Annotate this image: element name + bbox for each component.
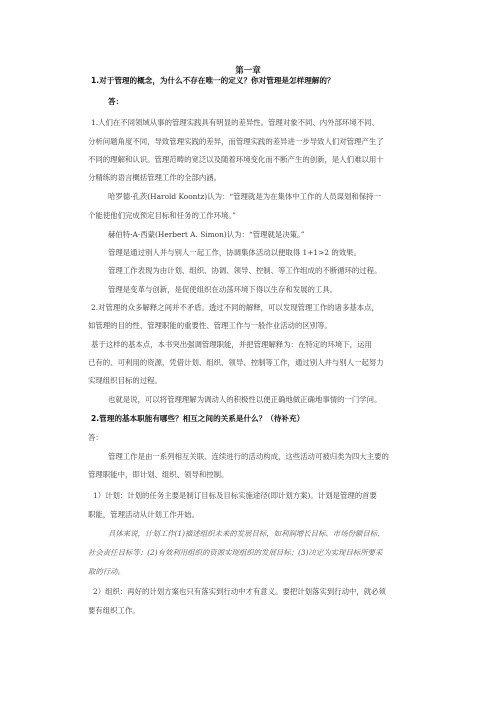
paragraph-line: 具体来说，计划工作(1)描述组织未来的发展目标，如利润增长目标、市场份额目标、 [108,529,385,538]
paragraph-line: 要有组织工作。 [88,606,140,615]
paragraph-line: 赫伯特·A·西蒙(Herbert A. Simon)认为：“管理就是决策。” [108,230,305,239]
paragraph-line: 个能使他们完成预定目标和任务的工作环境。” [88,211,236,220]
paragraph-line: 也就是说，可以将管理理解为调动人的积极性以便正确地做正确地事情的一门学问。 [108,395,382,404]
paragraph-line: 2.对管理的众多解释之间并不矛盾。透过不同的解释，可以发现管理工作的诸多基本点， [91,303,379,312]
paragraph-line: 1）计划：计划的任务主要是制订目标及目标实施途径(即计划方案)。计划是管理的首要 [93,491,377,500]
paragraph-line: 哈罗德·孔茨(Harold Koontz)认为：“管理就是为在集体中工作的人员谋划和保持一 [108,192,381,201]
chapter-title: 第一章 [235,66,261,76]
paragraph-line: 1.人们在不同领域从事的管理实践具有明显的差异性。管理对象不同、内外部环境不同、 [91,118,379,127]
paragraph-line: 基于这样的基本点，本书突出强调管理职能，并把管理解释为：在特定的环境下，运用 [91,340,372,349]
paragraph-line: 答： [88,433,103,442]
paragraph-line: 管理是通过别人并与别人一起工作，协调集体活动以便取得 1+1>2 的效果。 [108,248,361,257]
paragraph-line: 分精练的语言概括管理工作的全部内涵。 [88,173,222,182]
paragraph-line: 管理工作是由一系列相互关联、连续进行的活动构成，这些活动可被归类为四大主要的 [108,452,389,461]
question-line: 1.对于管理的概念，为什么不存在唯一的定义？你对管理是怎样理解的？ [91,76,335,85]
paragraph-line: 实现组织目标的过程。 [88,376,162,385]
paragraph-line: 职能，管理活动从计划工作开始。 [88,510,199,519]
question-line: 答： [108,97,124,106]
question-line: 2.管理的基本职能有哪些？相互之间的关系是什么？（待补充） [91,414,305,423]
paragraph-line: 2）组织：再好的计划方案也只有落实到行动中才有意义。要把计划落实到行动中，就必须 [93,587,386,596]
paragraph-line: 已有的、可利用的资源，凭借计划、组织、领导、控制等工作，通过别人并与别人一起努力 [88,358,384,367]
paragraph-line: 管理是变革与创新，是促使组织在动荡环境下得以生存和发展的工具。 [108,285,338,294]
paragraph-line: 如管理的目的性、管理职能的重要性、管理工作与一般作业活动的区别等。 [88,321,332,330]
paragraph-line: 管理工作表现为由计划、组织、协调、领导、控制、等工作组成的不断循环的过程。 [108,266,382,275]
paragraph-line: 不同的理解和认识。管理范畴的宽泛以及随着环境变化而不断产生的创新，是人们难以用十 [88,155,384,164]
paragraph-line: 取的行动。 [88,567,125,576]
paragraph-line: 社会责任目标等；(2)有效利用组织的资源实现组织的发展目标；(3)决定为实现目标所要采 [88,548,383,557]
paragraph-line: 管理职能中，即计划、组织、领导和控制。 [88,470,229,479]
paragraph-line: 分析问题角度不同，导致管理实践的差异，而管理实践的差异进一步导致人们对管理产生了 [88,137,384,146]
